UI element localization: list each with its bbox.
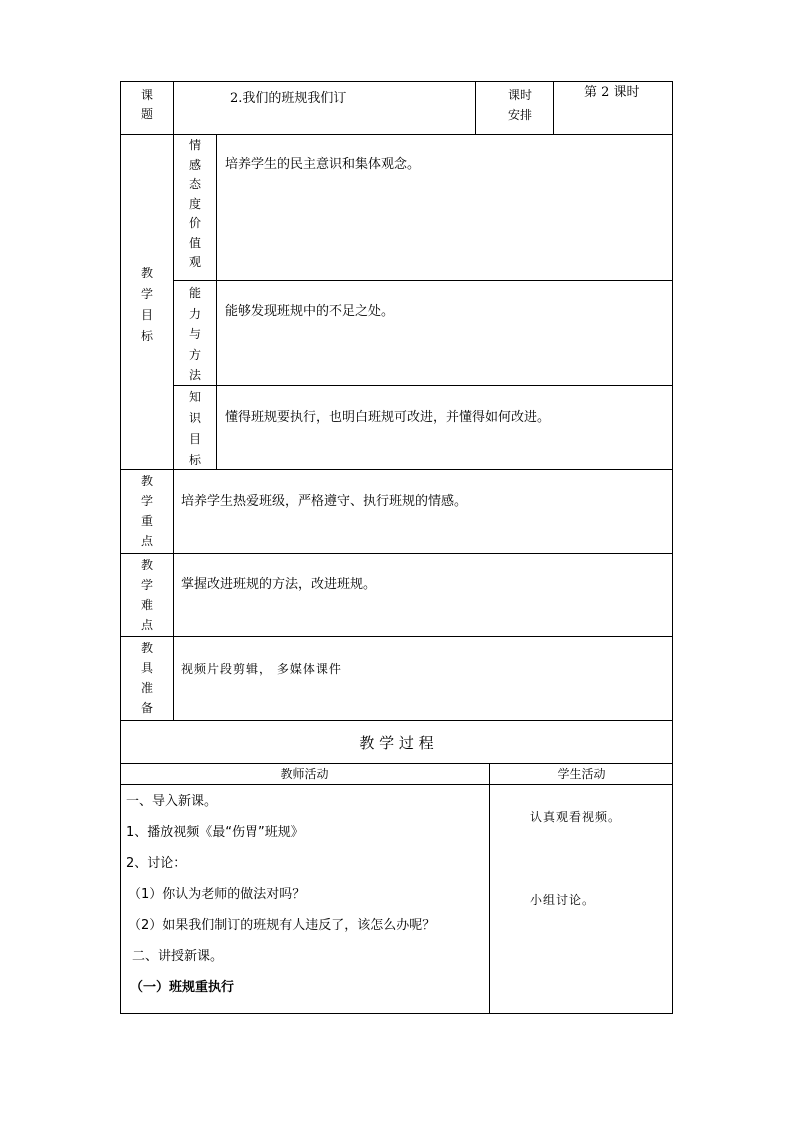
objective-ability-label: [184, 283, 206, 386]
objectives-label-char: 目: [140, 308, 153, 322]
objective-label-char: 法: [188, 368, 201, 382]
hours-label-line: 安排: [507, 108, 532, 122]
materials-label: [136, 638, 158, 718]
objective-emotion-label: [184, 136, 206, 273]
topic-label-char: 课: [140, 88, 153, 102]
objective-label-char: 度: [188, 196, 201, 211]
key-point-label-char: 教: [140, 474, 153, 488]
objective-ability-text: 能够发现班规中的不足之处。: [225, 304, 395, 319]
lesson-hours: 第 2 课时: [584, 85, 640, 100]
teacher-line: 二、讲授新课。: [132, 949, 224, 964]
objective-emotion-text: 培养学生的民主意识和集体观念。: [225, 157, 421, 172]
difficulty-label: [136, 555, 158, 635]
teacher-line: 一、导入新课。: [126, 794, 218, 809]
objective-label-char: 情: [188, 138, 201, 152]
objective-label-char: 观: [188, 255, 201, 269]
objective-label-char: 方: [188, 347, 201, 362]
materials-label-char: 具: [140, 661, 153, 675]
materials-text: 视频片段剪辑， 多媒体课件: [181, 662, 342, 676]
key-point-label-char: 学: [140, 494, 153, 508]
teacher-line: 2、讨论：: [126, 856, 187, 871]
process-title: 教 学 过 程: [359, 734, 434, 752]
objective-label-char: 态: [188, 177, 201, 191]
key-point-label: [136, 471, 158, 551]
lesson-title: 2.我们的班规我们订: [230, 91, 347, 106]
difficulty-text: 掌握改进班规的方法，改进班规。: [181, 577, 377, 592]
objective-label-char: 力: [188, 306, 201, 321]
hours-label-line: 课时: [507, 88, 532, 102]
key-point-label-char: 重: [140, 514, 153, 528]
objective-label-char: 目: [188, 432, 201, 446]
teacher-line: （1）你认为老师的做法对吗？: [128, 887, 306, 902]
objective-label-char: 感: [188, 157, 201, 172]
student-activity-header: 学生活动: [557, 767, 606, 781]
student-line: 小组讨论。: [530, 893, 596, 907]
objectives-label-char: 学: [140, 287, 153, 301]
objective-label-char: 识: [188, 411, 201, 425]
difficulty-label-char: 学: [140, 578, 153, 592]
teacher-activity-header: 教师活动: [280, 767, 329, 781]
objective-label-char: 值: [188, 235, 201, 250]
teacher-line: （2）如果我们制订的班规有人违反了，该怎么办呢？: [128, 918, 436, 933]
objectives-label: [136, 263, 158, 347]
key-point-label-char: 点: [140, 534, 153, 548]
objectives-label-char: 标: [140, 329, 153, 343]
hours-label: [490, 85, 550, 125]
student-line: 认真观看视频。: [530, 810, 622, 824]
materials-label-char: 备: [140, 701, 153, 715]
difficulty-label-char: 教: [140, 558, 153, 572]
objective-label-char: 价: [188, 216, 201, 230]
difficulty-label-char: 难: [140, 598, 153, 612]
materials-label-char: 教: [140, 641, 153, 655]
objective-knowledge-label: [184, 387, 206, 471]
materials-label-char: 准: [140, 681, 153, 695]
key-point-text: 培养学生热爱班级，严格遵守、执行班规的情感。: [181, 494, 468, 509]
objective-label-char: 与: [188, 327, 201, 341]
objective-label-char: 知: [188, 390, 201, 404]
teacher-line-heading: （一）班规重执行: [130, 980, 235, 995]
objective-knowledge-text: 懂得班规要执行，也明白班规可改进，并懂得如何改进。: [225, 410, 551, 425]
teacher-line: 1、播放视频《最“伤胃”班规》: [126, 825, 304, 840]
difficulty-label-char: 点: [140, 618, 153, 632]
topic-label: [136, 86, 158, 122]
objectives-label-char: 教: [140, 266, 153, 280]
topic-label-char: 题: [140, 107, 153, 121]
objective-label-char: 能: [188, 286, 201, 300]
objective-label-char: 标: [188, 453, 201, 467]
